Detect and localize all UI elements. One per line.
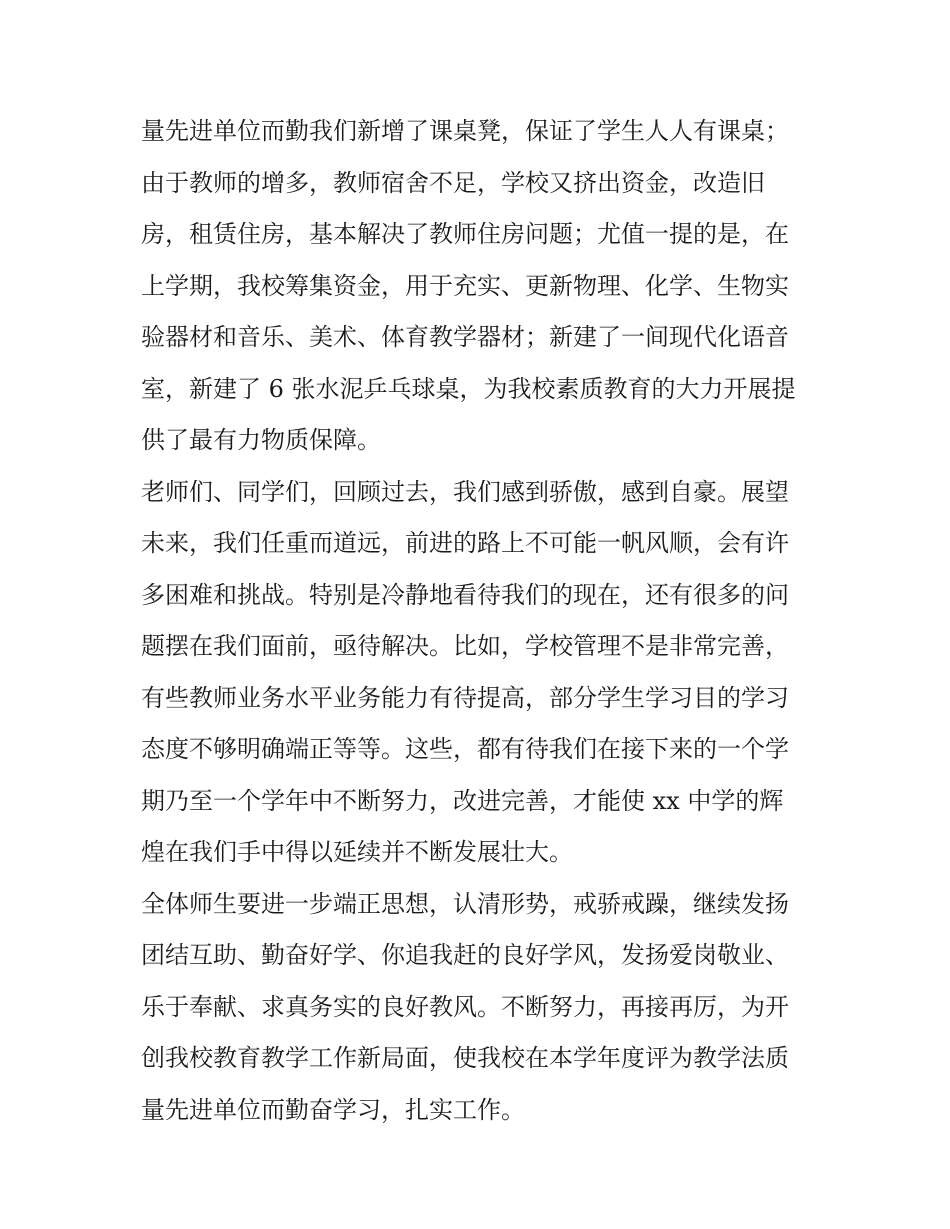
text-line: 老师们、同学们，回顾过去，我们感到骄傲，感到自豪。展望 [141, 477, 789, 506]
text-line: 煌在我们手中得以延续并不断发展壮大。 [141, 838, 573, 866]
text-line: 验器材和音乐、美术、体育教学器材；新建了一间现代化语音 [141, 323, 789, 351]
text-line: 态度不够明确端正等等。这些，都有待我们在接下来的一个学 [141, 735, 789, 763]
text-line: 团结互助、勤奋好学、你追我赶的良好学风，发扬爱岗敬业、 [141, 941, 789, 969]
text-line: 上学期，我校筹集资金，用于充实、更新物理、化学、生物实 [141, 271, 789, 300]
text-line: 未来，我们任重而道远，前进的路上不可能一帆风顺，会有许 [141, 529, 789, 557]
text-line: 有些教师业务水平业务能力有待提高，部分学生学习目的学习 [141, 683, 789, 712]
text-line: 由于教师的增多，教师宿舍不足，学校又挤出资金，改造旧 [141, 168, 765, 197]
text-line: 量先进单位而勤奋学习，扎实工作。 [141, 1095, 525, 1124]
text-line: 创我校教育教学工作新局面，使我校在本学年度评为教学法质 [141, 1044, 789, 1072]
text-line: 期乃至一个学年中不断努力，改进完善，才能使 xx 中学的辉 [141, 786, 784, 815]
text-line: 全体师生要进一步端正思想，认清形势，戒骄戒躁，继续发扬 [141, 889, 789, 918]
text-line: 室，新建了 6 张水泥乒乓球桌，为我校素质教育的大力开展提 [141, 374, 796, 403]
text-line: 题摆在我们面前，亟待解决。比如，学校管理不是非常完善， [141, 632, 789, 660]
document-body [141, 106, 821, 1136]
text-line: 乐于奉献、求真务实的良好教风。不断努力，再接再厉，为开 [141, 992, 789, 1021]
text-line: 量先进单位而勤我们新增了课桌凳，保证了学生人人有课桌； [141, 117, 789, 145]
text-line: 房，租赁住房，基本解决了教师住房问题；尤值一提的是，在 [141, 220, 789, 248]
text-line: 多困难和挑战。特别是冷静地看待我们的现在，还有很多的问 [141, 580, 789, 609]
text-line: 供了最有力物质保障。 [141, 426, 381, 454]
